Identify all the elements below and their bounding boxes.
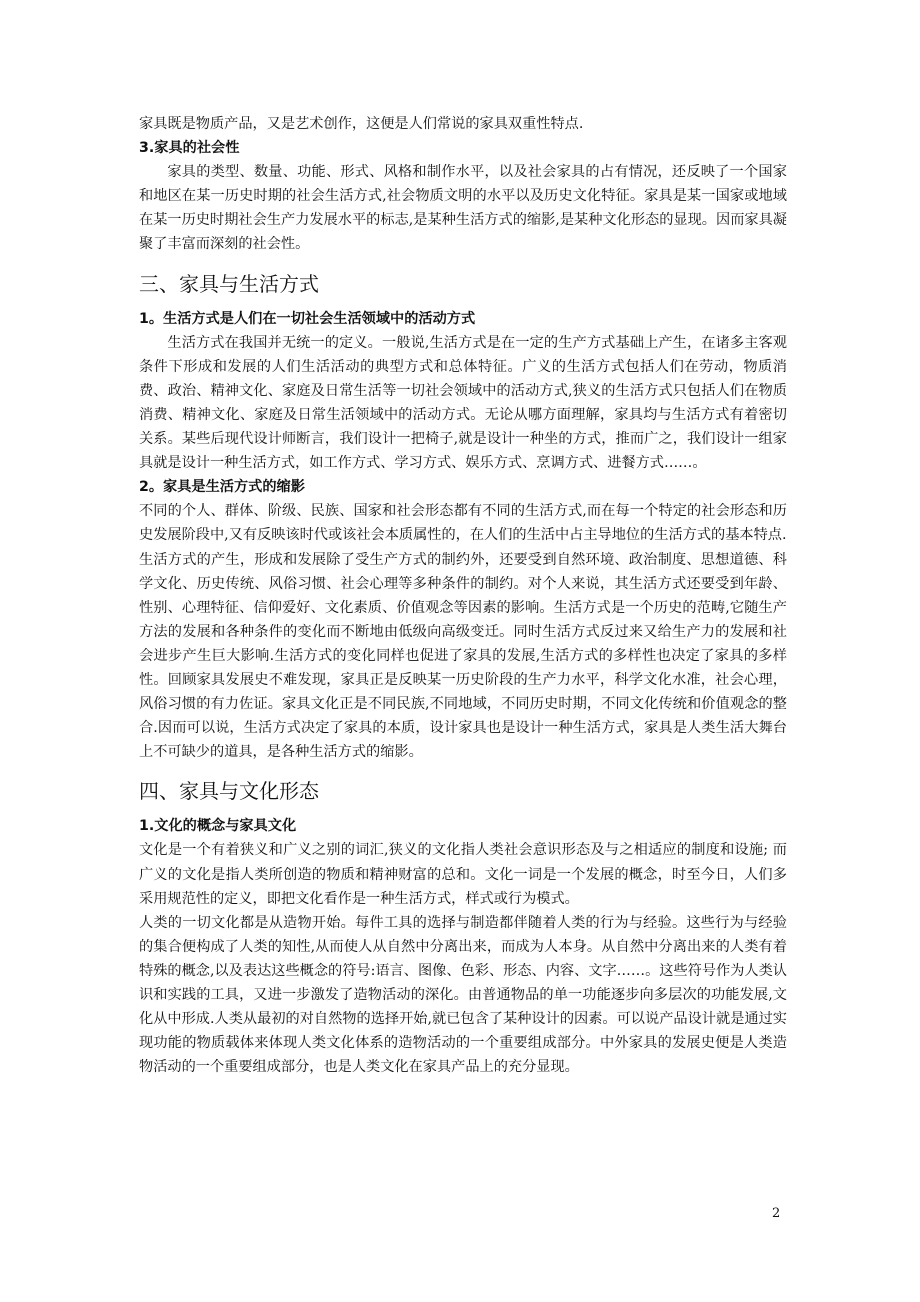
page-number: 2 — [772, 1206, 781, 1221]
subheading-furniture-lifestyle-epitome: 2。家具是生活方式的缩影 — [139, 479, 305, 496]
paragraph-lifestyle-differences: 不同的个人、群体、阶级、民族、国家和社会形态都有不同的生活方式,而在每一个特定的社会形态和历史发展阶段中,又有反映该时代或该社会本质属性的，在人们的生活中占主导地位的生活方式的基本特点. — [139, 503, 787, 544]
paragraph-lifestyle-formation: 生活方式的产生，形成和发展除了受生产方式的制约外，还要受到自然环境、政治制度、思想道德、科学文化、历史传统、风俗习惯、社会心理等多种条件的制约。对个人来说，其生活方式还要受到年龄、性别、心理特征、信仰爱好、文化素质、价值观念等因素的影响。生活方式是一个历史的范畴,它随生产方法的发展和各种条件的变化而不断地由低级向高级变迁。同时生活方式反过来又给生产力的发展和社会进步产生巨大影响.生活方式的变化同样也促进了家具的发展,生活方式的多样性也决定了家具的多样性。回顾家具发展史不难发现，家具正是反映某一历史阶段的生产力水平，科学文化水准，社会心理，风俗习惯的有力佐证。家具文化正是不同民族,不同地域，不同历史时期，不同文化传统和价值观念的整合.因而可以说，生活方式决定了家具的本质，设计家具也是设计一种生活方式，家具是人类生活大舞台上不可缺少的道具，是各种生活方式的缩影。 — [139, 551, 787, 761]
section-heading-culture: 四、家具与文化形态 — [139, 779, 319, 804]
paragraph-lifestyle-definition: 生活方式在我国并无统一的定义。一般说,生活方式是在一定的生产方式基础上产生，在诸多主客观条件下形成和发展的人们生活活动的典型方式和总体特征。广义的生活方式包括人们在劳动，物质消费、政治、精神文化、家庭及日常生活等一切社会领域中的活动方式,狭义的生活方式只包括人们在物质消费、精神文化、家庭及日常生活领域中的活动方式。无论从哪方面理解，家具均与生活方式有着密切关系。某些后现代设计师断言，我们设计一把椅子,就是设计一种坐的方式，推而广之，我们设计一组家具就是设计一种生活方式，如工作方式、学习方式、娱乐方式、烹调方式、进餐方式……。 — [139, 334, 787, 472]
subheading-culture-concept: 1.文化的概念与家具文化 — [139, 818, 297, 835]
section-heading-lifestyle: 三、家具与生活方式 — [139, 271, 319, 296]
paragraph-social-nature: 家具的类型、数量、功能、形式、风格和制作水平，以及社会家具的占有情况，还反映了一个国家和地区在某一历史时期的社会生活方式,社会物质文明的水平以及历史文化特征。家具是某一国家或地域在某一历史时期社会生产力发展水平的标志,是某种生活方式的缩影,是某种文化形态的显现。因而家具凝聚了丰富而深刻的社会性。 — [139, 164, 787, 253]
paragraph-culture-definition: 文化是一个有着狭义和广义之别的词汇,狭义的文化指人类社会意识形态及与之相适应的制度和设施; 而广义的文化是指人类所创造的物质和精神财富的总和。文化一词是一个发展的概念，时至今日，人们多采用规范性的定义，即把文化看作是一种生活方式，样式或行为模式。 — [139, 842, 787, 907]
subheading-social-nature: 3.家具的社会性 — [139, 140, 240, 157]
page-content — [139, 112, 787, 1079]
subheading-lifestyle-definition: 1。生活方式是人们在一切社会生活领域中的活动方式 — [139, 310, 476, 327]
paragraph-culture-creation: 人类的一切文化都是从造物开始。每件工具的选择与制造都伴随着人类的行为与经验。这些行为与经验的集合便构成了人类的知性,从而使人从自然中分离出来，而成为人本身。从自然中分离出来的人类有着特殊的概念,以及表达这些概念的符号:语言、图像、色彩、形态、内容、文字……。这些符号作为人类认识和实践的工具，又进一步激发了造物活动的深化。由普通物品的单一功能逐步向多层次的功能发展,文化从中形成.人类从最初的对自然物的选择开始,就已包含了某种设计的因素。可以说产品设计就是通过实现功能的物质载体来体现人类文化体系的造物活动的一个重要组成部分。中外家具的发展史便是人类造物活动的一个重要组成部分，也是人类文化在家具产品上的充分显现。 — [139, 914, 787, 1076]
paragraph-dual-nature-end: 家具既是物质产品，又是艺术创作，这便是人们常说的家具双重性特点. — [139, 116, 584, 132]
